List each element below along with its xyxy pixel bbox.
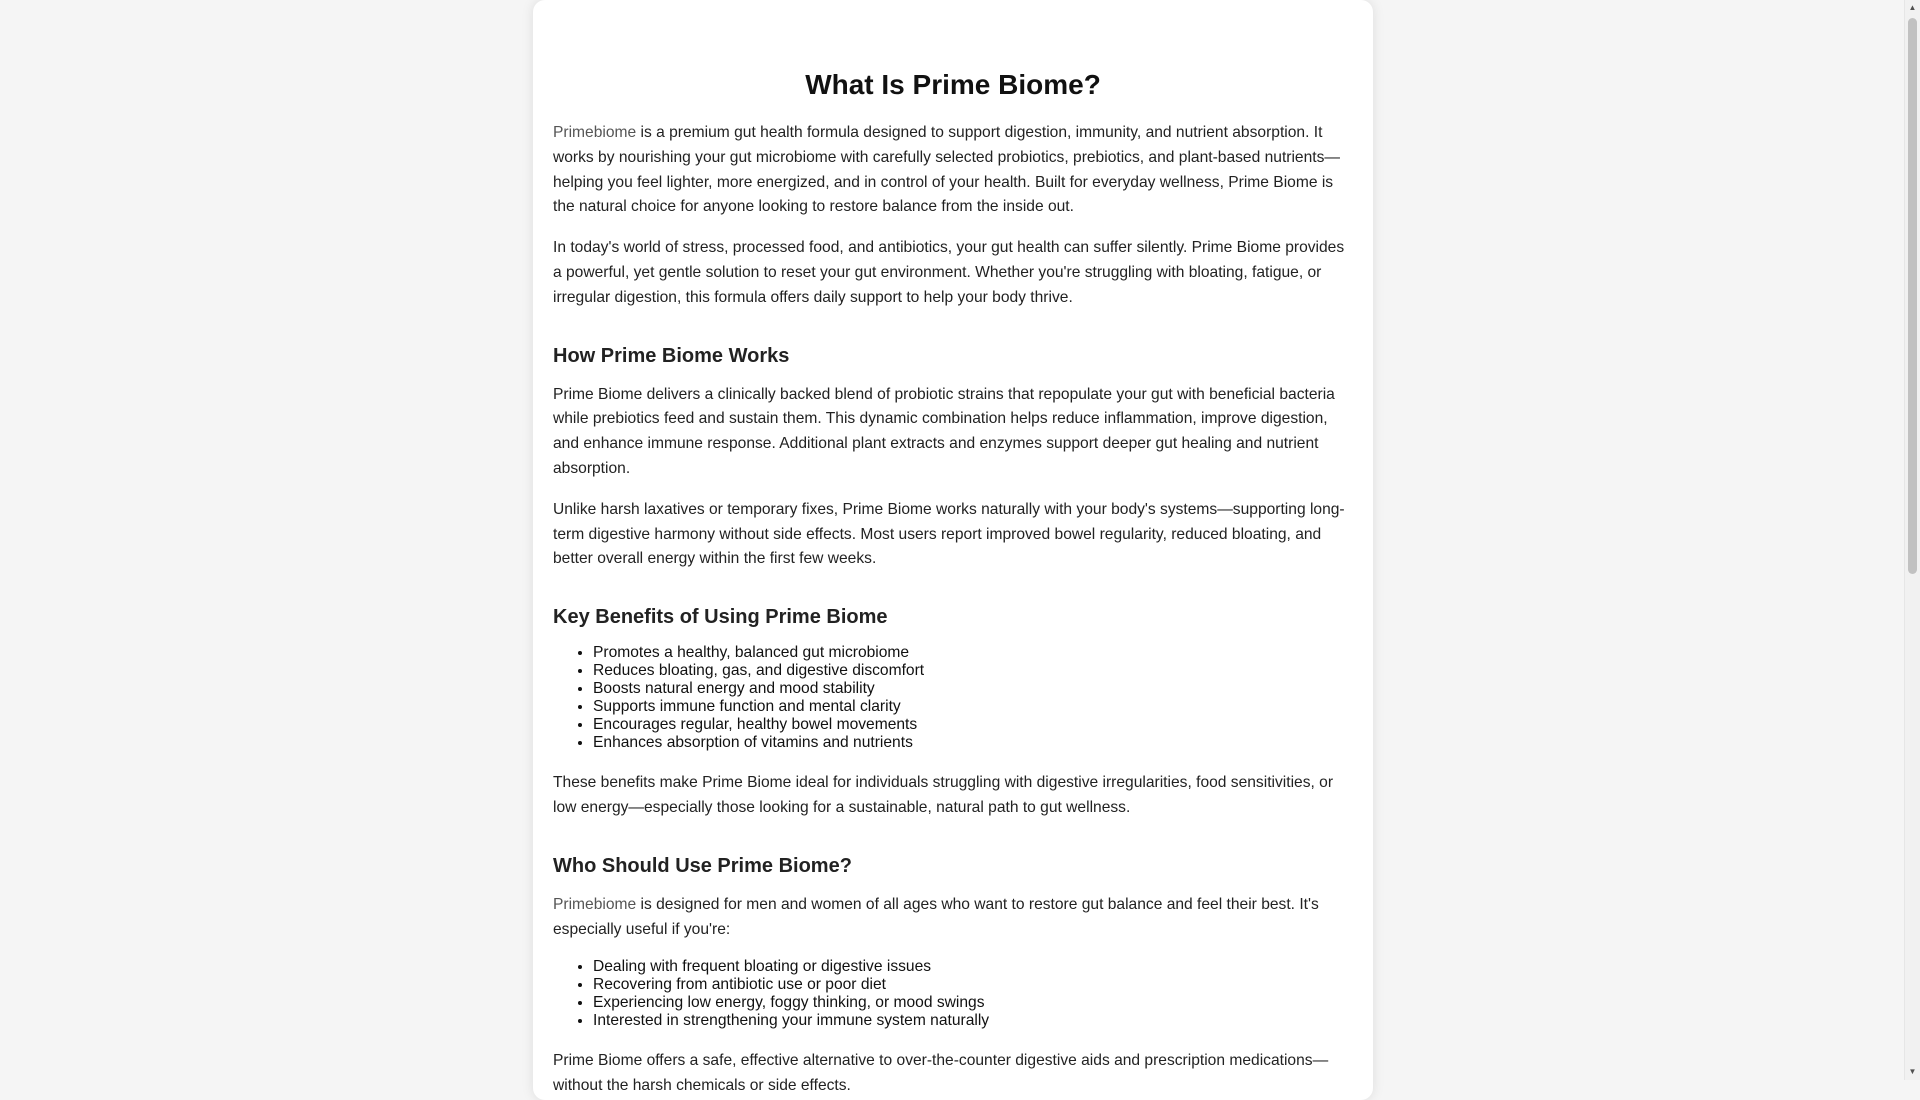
who-after-paragraph: Prime Biome offers a safe, effective alternative to over-the-counter digestive aids and prescription medications—without the harsh chemicals or side effects.	[553, 1052, 1329, 1095]
vertical-scrollbar[interactable]	[1904, 0, 1920, 1080]
benefits-paragraph: These benefits make Prime Biome ideal for individuals struggling with digestive irregularities, food sensitivities, or low energy—especially those looking for a sustainable, natural path to gut wellness.	[553, 774, 1334, 816]
article-card	[533, 0, 1373, 1100]
how-paragraph-2: Unlike harsh laxatives or temporary fixes, Prime Biome works naturally with your body's systems—supporting long-term digestive harmony without side effects. Most users report improved bowel regularity, reduced bloating, and better overall energy within the first few weeks.	[553, 500, 1345, 568]
page-title: What Is Prime Biome?	[805, 69, 1101, 100]
primebiome-link-2[interactable]: Primebiome	[553, 895, 637, 913]
list-item: • Interested in strengthening your immune system naturally	[593, 1012, 1353, 1030]
scroll-down-icon[interactable]: ▼	[1908, 1067, 1917, 1076]
intro-paragraph-2: In today's world of stress, processed food, and antibiotics, your gut health can suffer silently. Prime Biome provides a powerful, yet gentle solution to reset your gut environment. Whether you're struggling with bloating, fatigue, or irregular digestion, this formula offers daily support to help your body thrive.	[553, 239, 1345, 306]
who-text: is designed for men and women of all ages who want to restore gut balance and feel their best. It's especially useful if you're:	[553, 895, 1319, 938]
list-item: • Promotes a healthy, balanced gut microbiome	[593, 644, 1353, 662]
how-it-works-heading: How Prime Biome Works	[553, 344, 790, 367]
intro-paragraph	[553, 121, 1353, 220]
list-item: • Reduces bloating, gas, and digestive discomfort	[593, 662, 1353, 680]
scroll-up-icon[interactable]: ▲	[1908, 3, 1917, 12]
how-paragraph-1: Prime Biome delivers a clinically backed blend of probiotic strains that repopulate your gut with beneficial bacteria while prebiotics feed and sustain them. This dynamic combination helps reduce inflammation, improve digestion, and enhance immune response. Additional plant extracts and enzymes support deeper gut healing and nutrient absorption.	[553, 385, 1335, 477]
list-item: • Supports immune function and mental clarity	[593, 698, 1353, 716]
intro-text: is a premium gut health formula designed to support digestion, immunity, and nutrient absorption. It works by nourishing your gut microbiome with carefully selected probiotics, prebiotics, and plant-based nutrients—helping you feel lighter, more energized, and in control of your health. Built for everyday wellness, Prime Biome is the natural choice for anyone looking to restore balance from the inside out.	[553, 124, 1340, 216]
primebiome-link[interactable]: Primebiome	[553, 124, 637, 141]
who-should-use-heading: Who Should Use Prime Biome?	[553, 854, 852, 877]
scrollbar-thumb[interactable]	[1908, 18, 1917, 574]
benefits-list	[553, 644, 1353, 752]
who-list	[553, 958, 1353, 1030]
list-item: • Boosts natural energy and mood stability	[593, 680, 1353, 698]
list-item: • Recovering from antibiotic use or poor diet	[593, 976, 1353, 994]
benefits-heading: Key Benefits of Using Prime Biome	[553, 606, 888, 629]
list-item: • Dealing with frequent bloating or digestive issues	[593, 958, 1353, 976]
list-item: • Enhances absorption of vitamins and nutrients	[593, 734, 1353, 752]
list-item: • Experiencing low energy, foggy thinking, or mood swings	[593, 994, 1353, 1012]
list-item: • Encourages regular, healthy bowel movements	[593, 716, 1353, 734]
who-paragraph	[553, 893, 1353, 943]
